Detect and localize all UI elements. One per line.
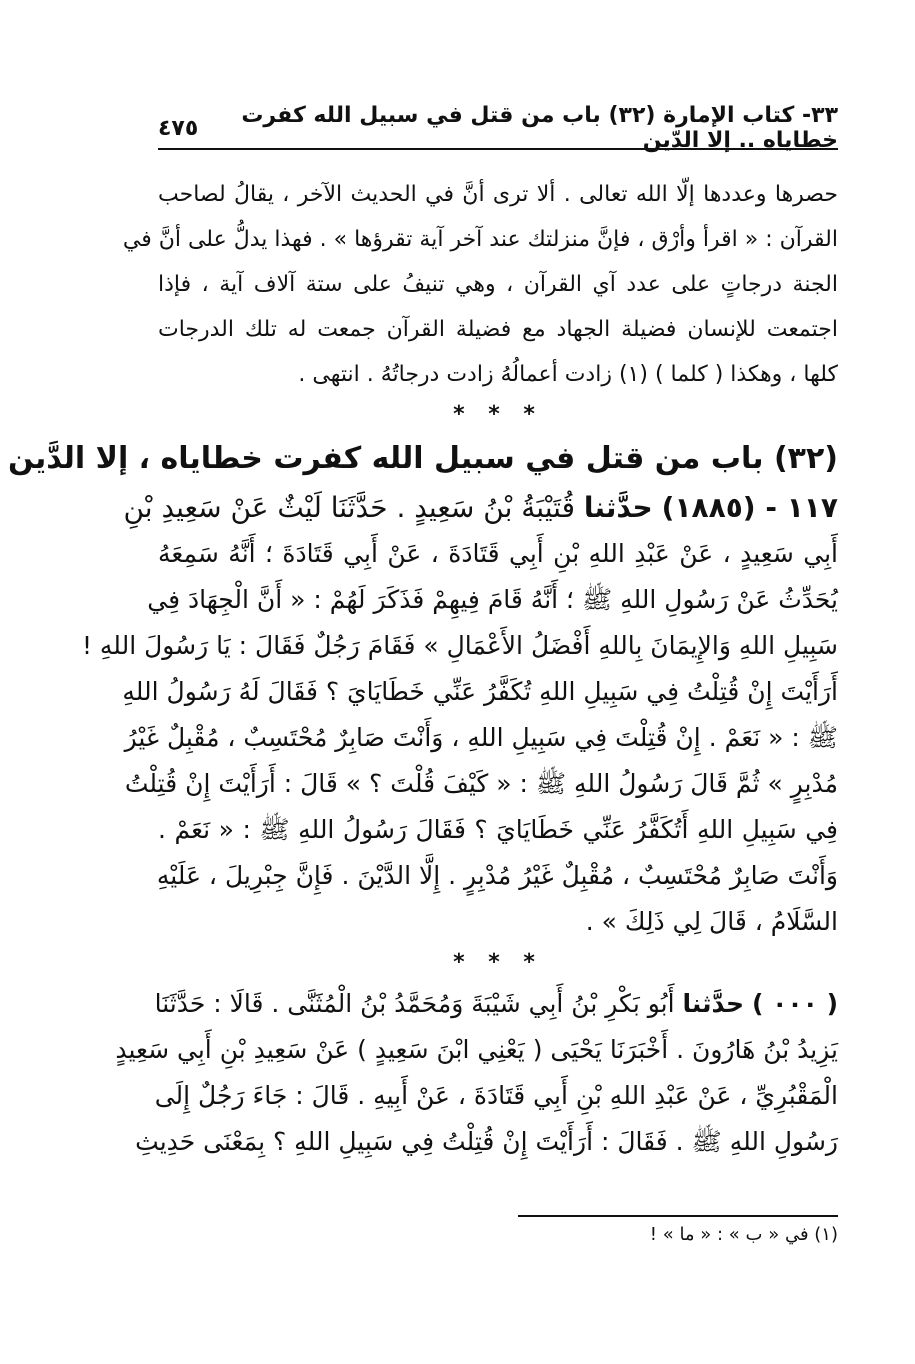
footnote: (١) في « ب » : « ما » ! — [649, 1224, 838, 1245]
hadith-2 — [115, 981, 838, 1165]
intro-line: الجنة درجاتٍ على عدد آي القرآن ، وهي تنيفُ على ستة آلاف آية ، فإذا — [158, 272, 838, 297]
intro-line: اجتمعت للإنسان فضيلة الجهاد مع فضيلة القرآن جمعت له تلك الدرجات — [158, 317, 838, 342]
hadith-line: أَرَأَيْتَ إِنْ قُتِلْتُ فِي سَبِيلِ اللهِ تُكَفَّرُ عَنِّي خَطَايَايَ ؟ فَقَالَ لَهُ رَسُولُ اللهِ — [122, 677, 838, 706]
hadith-text: أَبُو بَكْرِ بْنُ أَبِي شَيْبَةَ وَمُحَمَّدُ بْنُ الْمُثَنَّى . قَالَا : حَدَّثَنَا — [154, 989, 675, 1018]
hadith-1 — [81, 485, 838, 945]
hadith-line — [154, 981, 838, 1027]
hadith-line: وَأَنْتَ صَابِرٌ مُحْتَسِبٌ ، مُقْبِلٌ غَيْرُ مُدْبِرٍ . إِلَّا الدَّيْنَ . فَإِنَّ جِبْرِيلَ ، عَلَيْهِ — [156, 861, 838, 890]
hadith-text: قُتَيْبَةُ بْنُ سَعِيدٍ . حَدَّثَنَا لَيْثٌ عَنْ سَعِيدِ بْنِ — [123, 491, 576, 524]
hadith-line: يُحَدِّثُ عَنْ رَسُولِ اللهِ ﷺ ؛ أَنَّهُ قَامَ فِيهِمْ فَذَكَرَ لَهُمْ : « أَنَّ الْجِهَادَ فِي — [147, 585, 838, 614]
hadith-line: الْمَقْبُرِيِّ ، عَنْ عَبْدِ اللهِ بْنِ أَبِي قَتَادَةَ ، عَنْ أَبِيهِ . قَالَ : جَاءَ رَجُلٌ إِلَى — [154, 1081, 838, 1110]
running-head — [158, 103, 838, 153]
hadith-line: فِي سَبِيلِ اللهِ أَتُكَفَّرُ عَنِّي خَطَايَايَ ؟ فَقَالَ رَسُولُ اللهِ ﷺ : « نَعَمْ . — [158, 815, 838, 844]
hadith-line: ﷺ : « نَعَمْ . إِنْ قُتِلْتَ فِي سَبِيلِ اللهِ ، وَأَنْتَ صَابِرٌ مُحْتَسِبٌ ، مُقْبِلٌ غَيْرُ — [124, 723, 838, 752]
hadith-number: ١١٧ - (١٨٨٥) — [661, 491, 838, 524]
section-separator: * * * — [453, 402, 543, 427]
hadith-line: السَّلَامُ ، قَالَ لِي ذَلِكَ » . — [585, 907, 838, 936]
running-head-title: ٣٣- كتاب الإمارة (٣٢) باب من قتل في سبيل الله كفرت خطاياه .. إلا الدّين — [241, 103, 838, 153]
hadith-line — [123, 485, 838, 531]
hadith-line: أَبِي سَعِيدٍ ، عَنْ عَبْدِ اللهِ بْنِ أَبِي قَتَادَةَ ، عَنْ أَبِي قَتَادَةَ ؛ أَنَّهُ سَمِعَهُ — [158, 539, 838, 568]
hadith-lead-word: حدَّثنا — [682, 989, 744, 1018]
hadith-line: رَسُولِ اللهِ ﷺ . فَقَالَ : أَرَأَيْتَ إِنْ قُتِلْتُ فِي سَبِيلِ اللهِ ؟ بِمَعْنَى حَدِيثِ — [135, 1127, 838, 1156]
section-separator: * * * — [453, 950, 543, 975]
footnote-divider — [518, 1215, 838, 1217]
intro-paragraph — [122, 172, 838, 397]
intro-line: القرآن : « اقرأ وأرْق ، فإنَّ منزلتك عند آخر آية تقرؤها » . فهذا يدلُّ على أنَّ في — [122, 227, 838, 252]
intro-line: كلها ، وهكذا ( كلما ) (١) زادت أعمالُهُ زادت درجاتُهُ . انتهى . — [298, 362, 838, 387]
page-body — [8, 172, 838, 1165]
hadith-line: يَزِيدُ بْنُ هَارُونَ . أَخْبَرَنَا يَحْيَى ( يَعْنِي ابْنَ سَعِيدٍ ) عَنْ سَعِيدِ بْنِ أَبِي سَعِيدٍ — [115, 1035, 838, 1064]
hadith-line: سَبِيلِ اللهِ وَالإِيمَانَ بِاللهِ أَفْضَلُ الأَعْمَالِ » فَقَامَ رَجُلٌ فَقَالَ : يَا رَسُولَ اللهِ ! — [81, 631, 838, 660]
hadith-lead-word: حدَّثنا — [583, 491, 653, 524]
hadith-line: مُدْبِرٍ » ثُمَّ قَالَ رَسُولُ اللهِ ﷺ : « كَيْفَ قُلْتَ ؟ » قَالَ : أَرَأَيْتَ إِنْ قُتِلْتُ — [124, 769, 838, 798]
intro-line: حصرها وعددها إلّا الله تعالى . ألا ترى أنَّ في الحديث الآخر ، يقالُ لصاحب — [158, 182, 838, 207]
page-number: ٤٧٥ — [158, 115, 199, 141]
chapter-heading: (٣٢) باب من قتل في سبيل الله كفرت خطاياه ، إلا الدَّين — [8, 441, 838, 476]
hadith-number: ( ٠٠٠ ) — [751, 989, 838, 1018]
